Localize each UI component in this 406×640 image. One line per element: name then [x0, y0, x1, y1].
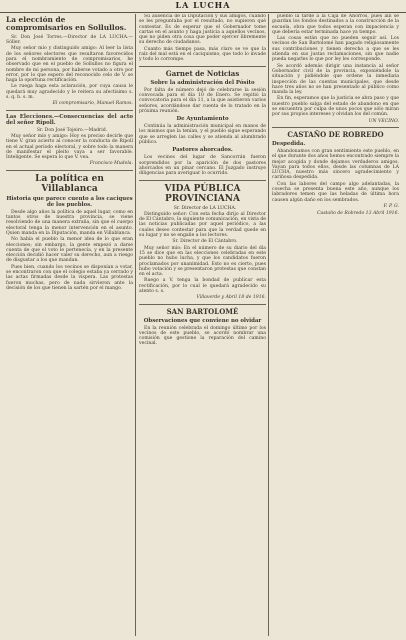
masthead: LA LUCHA	[0, 0, 406, 13]
article-subheading: De Ayuntamiento	[176, 116, 229, 123]
article-body: Muy señor mío y distinguido amigo: Al leer la lista de los señores electores que resultaron favorecidos para el nombramiento de compromisarios, he observado que en el pueblo de Sollullos no figura el nombre de mi persona, por haberse votado a otro por error, por lo que espero del reconocido celo de V. se haga la oportuna rectificación.	[6, 46, 133, 84]
article-body: Muy señor mío y amigo: Hoy es preciso decirle que tiene V. gran acierto al conocer la conducta de Ripoll en el actual período electoral, y sobre todo la manera de manifestar el pleito vaya a ser favorable. Inteligente. Se espera lo que V. vea.	[6, 133, 133, 161]
section-heading: VIDA PÚBLICA PROVINCIANA	[164, 183, 241, 204]
article-body: Con las labores del campo algo adelantadas, la cosecha se presenta buena este año, aunque los labradores temen que las heladas de última hora causen algún daño en los sembrados.	[272, 181, 399, 203]
article-body: Desde algo años la política de aquel lugar, como en tantos otros de nuestra provincia, se viene resolviendo de una manera extraña, sin que el cuerpo electoral tenga la menor intervención en el asunto. Quien manda en la Diputación, manda en Villablanca.	[6, 209, 133, 236]
article-body: Los vecinos del lugar de Sancorrán fueron sorprendidos por la aparición de dos pastores ahorcados en un pinar cercano. El Juzgado instruye diligencias para averiguar lo ocurrido.	[139, 155, 266, 177]
article-body: Abandonamos con gran sentimiento este pueblo, en el que durante dos años hemos encontrado siempre la mejor acogida y donde dejamos verdaderos amigos. Vayan para todos ellos, desde las columnas de LA LUCHA, nuestro más sincero agradecimiento y cariñosa despedida.	[272, 148, 399, 181]
article-dateline: Castaño de Robredo 13 Abril 1916.	[316, 211, 399, 217]
article-body: No había el pueblo la menor idea de lo que eran elecciones; sin embargo, la gente empezó a darse cuenta de que el voto le pertenecía, y en la presente elección decidió hacer valer su derecho, aun a riesgo de disgustar a los que mandan.	[6, 237, 133, 264]
divider	[6, 110, 133, 111]
article-body: Por falta de número dejó de celebrarse la sesión convocada para el día 10 de Enero. Se repitió la convocatoria para el día 11, a la que asistieron varios señores, acordándose dar cuenta de lo tratado en la próxima reunión.	[139, 87, 266, 114]
article-signature: UN VECINO.	[368, 118, 399, 124]
divider	[6, 170, 133, 171]
article-body: Se acordó además dirigir una instancia al señor Gobernador civil de la provincia, exponiéndole la situación y pidiéndole que ordene la inmediata inspección de las cuentas municipales, que desde hace tres años no se han presentado al público como manda la ley.	[272, 63, 399, 96]
article-body: Pues bien, cuando los vecinos se disponían a votar, se encontraron con que el colegio estaba ya cerrado y las actas firmadas desde la víspera. Las protestas fueron muchas, pero de nada sirvieron ante la decisión de los que tienen la sartén por el mango.	[6, 264, 133, 291]
column-3	[272, 14, 399, 636]
article-body: Muy señor mío: En el número de su diario del día 15 se dice que en las elecciones celebradas en este pueblo no hubo lucha, y que los candidatos fueron proclamados por unanimidad. Esto no es cierto, pues hubo votación y se presentaron protestas que constan en el acta.	[139, 245, 266, 278]
article-body: Distinguido señor: Con esta fecha dirijo al Director de El Cántabro, la siguiente comunicación, en vista de las noticias publicadas por aquel periódico, a las cuales deseo contestar para que la verdad quede en su lugar y no se engañe a los lectores.	[139, 211, 266, 239]
article-signature: El compromisario, Manuel Ramos.	[52, 101, 133, 107]
section-heading: SAN BARTOLOMÉ	[166, 306, 239, 316]
article-body: Ruego a V. tenga la bondad de publicar esta rectificación, por lo cual le quedará agradecido su atento s. s.	[139, 278, 266, 294]
article-body: En la reunión celebrada el domingo último por los vecinos de este pueblo, se acordó nombrar una comisión que gestione la reparación del camino vecinal.	[139, 325, 266, 347]
article-heading: La política en Villablanca	[35, 173, 104, 194]
article-heading: La elección de compromisarios en Sollullos.	[6, 15, 127, 33]
article-heading: Las Elecciones.—Consecuencias del acto del señor Ripoll.	[6, 113, 133, 126]
column-rule	[268, 14, 269, 636]
article-subheading: Pastores ahorcados.	[172, 147, 233, 154]
article-intro: Sr. Don José Torres.—Director de LA LUCHA.—Sóller.	[6, 34, 133, 46]
column-rule	[135, 14, 136, 636]
article-body: En fin, esperamos que la justicia se abra paso y que nuestro pueblo salga del estado de abandono en que se encuentra por culpa de unos pocos que sólo miran por sus propios intereses y olvidan los del común.	[272, 96, 399, 118]
article-subheading: Observaciones que conviene no olvidar	[143, 317, 262, 324]
divider	[139, 180, 266, 181]
article-body: pueblo la tarde a la Caja de Ahorros, pues allí se guardan los fondos destinados a la construcción de la escuela, obra que todos esperan con impaciencia y que debería estar terminada hace ya tiempo.	[272, 14, 399, 35]
article-body: Le ruega haga esta aclaración, por cuya causa le quedará muy agradecido y le reitera su afectísimo s. s. q. b. s. m.	[6, 84, 133, 101]
divider	[139, 304, 266, 305]
article-subheading: Historia que parece cuento a los caciques de los pueblos.	[6, 195, 133, 208]
column-2	[139, 14, 266, 636]
salutation: Sr. Director de LA LUCHA.	[173, 205, 237, 211]
column-1	[6, 14, 133, 636]
section-heading: Garnet de Noticias	[165, 68, 240, 78]
article-body: Continúa la administración municipal en manos de los mismos que la tenían, y el pueblo sigue esperando que se arreglen las calles y se atienda al alumbrado público.	[139, 124, 266, 146]
divider	[272, 127, 399, 128]
salutation: Sr. Director de El Cántabro.	[172, 239, 238, 245]
article-signature: Villaverde y Abril 18 de 1916.	[196, 295, 266, 301]
article-body: Las cosas están que no pueden seguir así. Los vecinos de San Bartolomé han pagado religiosamente sus contribuciones y tienen derecho a que se les atienda en sus justas reclamaciones, sin que nadie pueda negarles lo que por ley les corresponde.	[272, 36, 399, 63]
article-signature: Francisco Mudela.	[89, 161, 133, 167]
article-intro: Sr. Don José Tojeiro.—Madrid.	[36, 127, 108, 133]
article-subheading: Despedida.	[272, 140, 306, 147]
article-body: Su ausencia de la Diputación y sus amigos, cuando se les preguntaba por el resultado, no supieron qué contestar. Es de esperar que el Gobernador tome cartas en el asunto y haga justicia a aquellos vecinos, que no piden otra cosa que poder ejercer libremente su derecho de ciudadanos.	[139, 14, 266, 46]
article-signature: F. P. G.	[383, 203, 399, 209]
divider	[139, 66, 266, 67]
article-heading: CASTAÑO DE ROBREDO	[287, 129, 384, 139]
article-body: Cuanto más tiempo pasa, más claro se ve que la raíz del mal está en el caciquismo, que todo lo invade y todo lo corrompe.	[139, 46, 266, 63]
article-subheading: Sobre la administración del Pósito	[150, 79, 255, 86]
